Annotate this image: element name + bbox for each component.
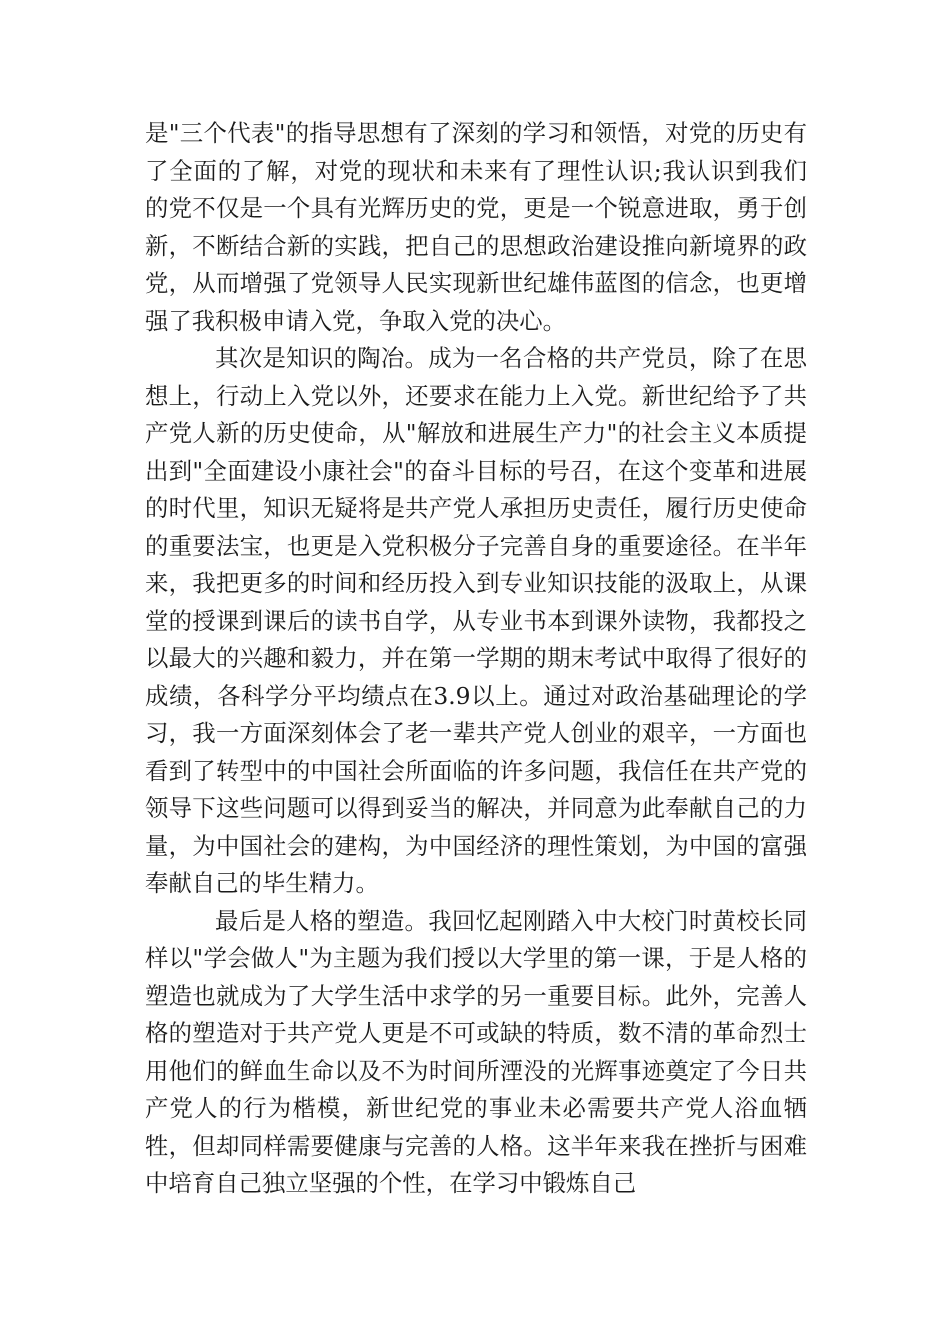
body-text [145, 115, 807, 1203]
paragraph-3: 最后是人格的塑造。我回忆起刚踏入中大校门时黄校长同样以"学会做人"为主题为我们授以大学里的第一课，于是人格的塑造也就成为了大学生活中求学的另一重要目标。此外，完善人格的塑造对于共产党人更是不可或缺的特质，数不清的革命烈士用他们的鲜血生命以及不为时间所湮没的光辉事迹奠定了今日共产党人的行为楷模，新世纪党的事业未必需要共产党人浴血牺牲，但却同样需要健康与完善的人格。这半年来我在挫折与困难中培育自己独立坚强的个性，在学习中锻炼自己 [145, 906, 807, 1197]
paragraph-2: 其次是知识的陶冶。成为一名合格的共产党员，除了在思想上，行动上入党以外，还要求在能力上入党。新世纪给予了共产党人新的历史使命，从"解放和进展生产力"的社会主义本质提出到"全面建设小康社会"的奋斗目标的号召，在这个变革和进展的时代里，知识无疑将是共产党人承担历史责任，履行历史使命的重要法宝，也更是入党积极分子完善自身的重要途径。在半年来，我把更多的时间和经历投入到专业知识技能的汲取上，从课堂的授课到课后的读书自学，从专业书本到课外读物，我都投之以最大的兴趣和毅力，并在第一学期的期末考试中取得了很好的成绩，各科学分平均绩点在3.9以上。通过对政治基础理论的学习，我一方面深刻体会了老一辈共产党人创业的艰辛，一方面也看到了转型中的中国社会所面临的许多问题，我信任在共产党的领导下这些问题可以得到妥当的解决，并同意为此奉献自己的力量，为中国社会的建构，为中国经济的理性策划，为中国的富强奉献自己的毕生精力。 [145, 344, 807, 897]
paragraph-1: 是"三个代表"的指导思想有了深刻的学习和领悟，对党的历史有了全面的了解，对党的现状和未来有了理性认识;我认识到我们的党不仅是一个具有光辉历史的党，更是一个锐意进取，勇于创新，不断结合新的实践，把自己的思想政治建设推向新境界的政党，从而增强了党领导人民实现新世纪雄伟蓝图的信念，也更增强了我积极申请入党，争取入党的决心。 [145, 119, 807, 335]
